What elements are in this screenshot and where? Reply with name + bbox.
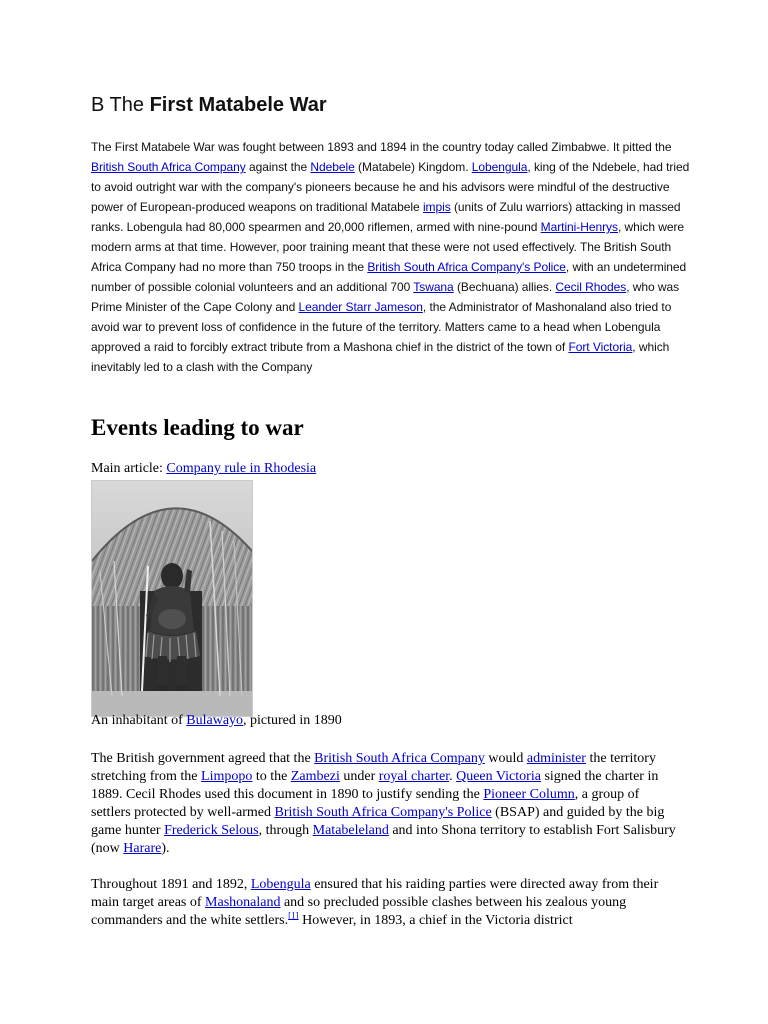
link-bsac[interactable]: British South Africa Company [314, 751, 485, 766]
caption-suffix: , pictured in 1890 [243, 713, 342, 728]
link-fort-victoria[interactable]: Fort Victoria [568, 340, 633, 354]
photo-illustration [92, 481, 252, 716]
title-bold: First Matabele War [149, 94, 327, 116]
link-zambezi[interactable]: Zambezi [290, 769, 340, 784]
link-matabeleland[interactable]: Matabeleland [312, 823, 389, 838]
link-lobengula[interactable]: Lobengula [471, 160, 528, 174]
intro-text: , which inevitably led to a clash with the Company [91, 340, 670, 374]
para-text: ensured that his raiding parties were directed away from their main target areas of [91, 877, 659, 910]
intro-text: The First Matabele War was fought between 1893 and 1894 in the country today called Zimbabwe. It pitted the [91, 140, 672, 154]
para-text: . [449, 769, 457, 784]
paragraph-raiding-parties [91, 876, 681, 930]
link-harare[interactable]: Harare [123, 841, 162, 856]
section-heading: Events leading to war [91, 415, 304, 440]
intro-paragraph [91, 137, 691, 377]
intro-text: (Matabele) Kingdom. [354, 160, 472, 174]
link-queen-victoria[interactable]: Queen Victoria [456, 769, 541, 784]
para-text: , through [258, 823, 313, 838]
image-caption [91, 713, 342, 729]
para-text: to the [252, 769, 291, 784]
caption-prefix: An inhabitant of [91, 713, 187, 728]
link-pioneer-column[interactable]: Pioneer Column [483, 787, 575, 802]
link-lobengula[interactable]: Lobengula [250, 877, 311, 892]
link-bsac[interactable]: British South Africa Company [91, 160, 246, 174]
link-limpopo[interactable]: Limpopo [201, 769, 253, 784]
para-text: and into Shona territory to establish Fort Salisbury (now [91, 823, 676, 856]
para-text: (BSAP) and guided by the big game hunter [91, 805, 665, 838]
intro-text: , which were modern arms at that time. However, poor training meant that these were not used effectively. The British South Africa Company had no more than 750 troops in the [91, 220, 685, 274]
para-text: would [484, 751, 527, 766]
intro-text: against the [245, 160, 311, 174]
link-administer[interactable]: administer [526, 751, 586, 766]
link-cecil-rhodes[interactable]: Cecil Rhodes [555, 280, 627, 294]
link-martini-henrys[interactable]: Martini-Henrys [540, 220, 618, 234]
link-tswana[interactable]: Tswana [413, 280, 454, 294]
link-mashonaland[interactable]: Mashonaland [205, 895, 281, 910]
paragraph-british-government [91, 750, 681, 858]
intro-text: , who was Prime Minister of the Cape Colony and [91, 280, 680, 314]
para-text: under [339, 769, 379, 784]
link-company-rule-rhodesia[interactable]: Company rule in Rhodesia [166, 461, 317, 476]
para-text: The British government agreed that the [91, 751, 315, 766]
para-text: , a group of settlers protected by well-armed [91, 787, 640, 820]
para-text: the territory stretching from the [91, 751, 656, 784]
link-royal-charter[interactable]: royal charter [378, 769, 450, 784]
link-leander-starr-jameson[interactable]: Leander Starr Jameson [298, 300, 423, 314]
intro-text: (units of Zulu warriors) attacking in massed ranks. Lobengula had 80,000 spearmen and 20,000 riflemen, armed with nine-pound [91, 200, 681, 234]
para-text: However, in 1893, a chief in the Victoria district [298, 913, 573, 928]
para-text: signed the charter in 1889. Cecil Rhodes used this document in 1890 to justify sending the [91, 769, 659, 802]
main-article-prefix: Main article: [91, 461, 167, 476]
reference-link[interactable]: [1] [288, 910, 299, 921]
link-bsac-police[interactable]: British South Africa Company's Police [274, 805, 492, 820]
title-prefix: B The [91, 94, 150, 116]
intro-text: , king of the Ndebele, had tried to avoid outright war with the company's pioneers because he and his advisors were mindful of the destructive power of European-produced weapons on traditional Matabele [91, 160, 690, 214]
intro-text: (Bechuana) allies. [453, 280, 556, 294]
bulawayo-inhabitant-photo[interactable] [91, 480, 253, 717]
para-text: Throughout 1891 and 1892, [91, 877, 251, 892]
link-bulawayo[interactable]: Bulawayo [186, 713, 244, 728]
para-text: ). [161, 841, 170, 856]
intro-text: , the Administrator of Mashonaland also tried to avoid war to prevent loss of confidence in the future of the territory. Matters came to a head when Lobengula approved a raid to forcibly extract tribute from a Mashona chief in the district of the town of [91, 300, 672, 354]
link-ndebele[interactable]: Ndebele [310, 160, 355, 174]
intro-text: , with an undetermined number of possible colonial volunteers and an additional 700 [91, 260, 687, 294]
page-title [91, 94, 327, 117]
link-frederick-selous[interactable]: Frederick Selous [164, 823, 259, 838]
link-impis[interactable]: impis [422, 200, 451, 214]
main-article-note [91, 461, 316, 477]
link-bsac-police[interactable]: British South Africa Company's Police [367, 260, 566, 274]
para-text: and so precluded possible clashes between his zealous young commanders and the white settlers. [91, 895, 627, 928]
